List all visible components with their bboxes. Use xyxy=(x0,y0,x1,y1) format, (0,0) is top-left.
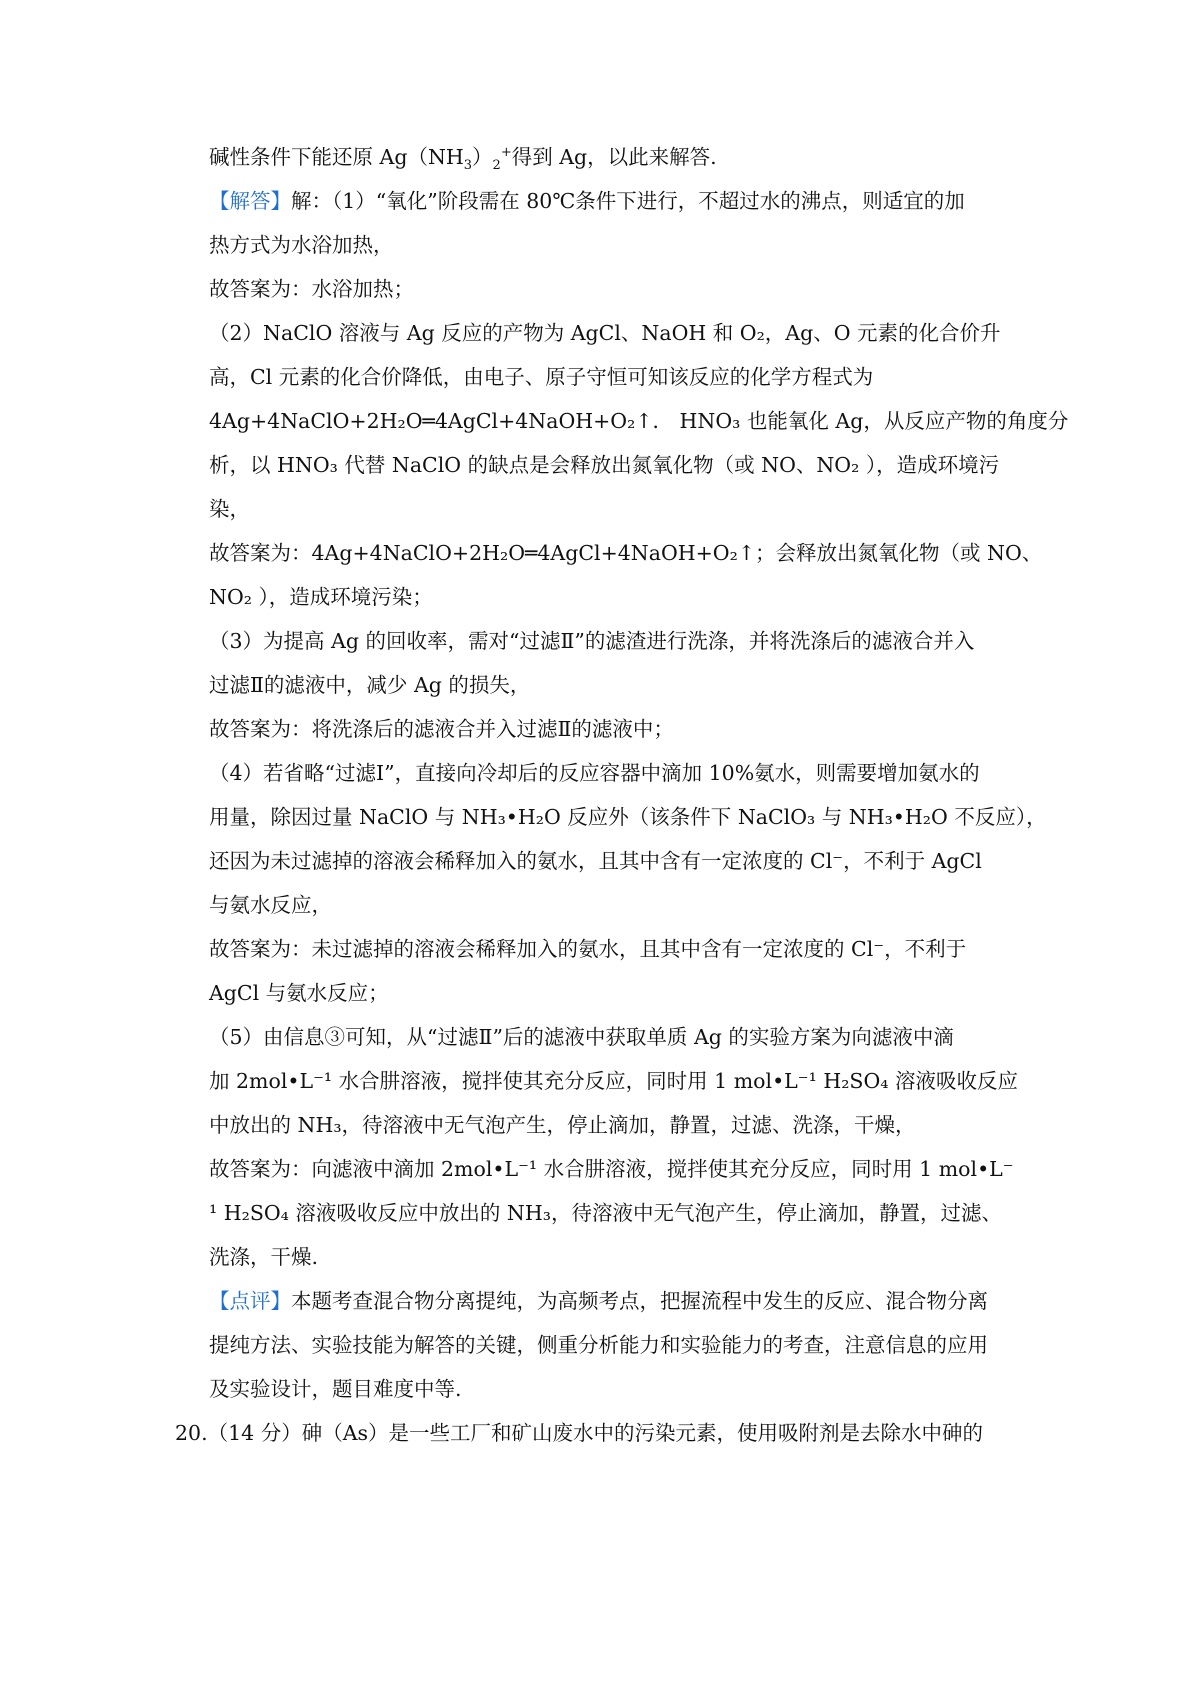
question-text: （14 分）砷（As）是一些工厂和矿山废水中的污染元素，使用吸附剂是去除水中砷的 xyxy=(207,1421,984,1445)
text-line-15: （4）若省略“过滤Ⅰ”，直接向冷却后的反应容器中滴加 10%氨水，则需要增加氨水的 xyxy=(209,761,980,785)
text-line-24: 故答案为：向滤液中滴加 2mol•L⁻¹ 水合肼溶液，搅拌使其充分反应，同时用 1 mol•L⁻ xyxy=(209,1157,1014,1181)
text-line-3: 热方式为水浴加热， xyxy=(209,233,394,257)
text-line-7: 4Ag+4NaClO+2H₂O═4AgCl+4NaOH+O₂↑． HNO₃ 也能氧化 Ag，从反应产物的角度分 xyxy=(209,409,1069,433)
review-tag: 【点评】 xyxy=(209,1289,291,1313)
text-line-26: 洗涤，干燥. xyxy=(209,1245,319,1269)
text-line-4: 故答案为：水浴加热； xyxy=(209,277,414,301)
text-line-20: AgCl 与氨水反应； xyxy=(209,981,389,1005)
text-line-18: 与氨水反应， xyxy=(209,893,332,917)
text-line-25: ¹ H₂SO₄ 溶液吸收反应中放出的 NH₃，待溶液中无气泡产生，停止滴加，静置，过滤、 xyxy=(209,1201,1002,1225)
text-line-9: 染， xyxy=(209,497,250,521)
question-number: 20. xyxy=(175,1421,208,1445)
question-20 xyxy=(175,1419,983,1447)
text-line-5: （2）NaClO 溶液与 Ag 反应的产物为 AgCl、NaOH 和 O₂，Ag、O 元素的化合价升 xyxy=(209,321,1001,345)
text-line-22: 加 2mol•L⁻¹ 水合肼溶液，搅拌使其充分反应，同时用 1 mol•L⁻¹ H₂SO₄ 溶液吸收反应 xyxy=(209,1069,1019,1093)
text-line-6: 高，Cl 元素的化合价降低，由电子、原子守恒可知该反应的化学方程式为 xyxy=(209,365,874,389)
text-line-8: 析，以 HNO₃ 代替 NaClO 的缺点是会释放出氮氧化物（或 NO、NO₂ ），造成环境污 xyxy=(209,453,1000,477)
answer-tag: 【解答】 xyxy=(209,189,291,213)
text-line-21: （5）由信息③可知，从“过滤Ⅱ”后的滤液中获取单质 Ag 的实验方案为向滤液中滴 xyxy=(209,1025,954,1049)
text-line-1: 碱性条件下能还原 $Ag(NH_3)_2^+$得到 Ag，以此来解答. xyxy=(209,145,717,174)
text-line-14: 故答案为：将洗涤后的滤液合并入过滤Ⅱ的滤液中； xyxy=(209,717,674,741)
text-line-27: 【点评】本题考查混合物分离提纯，为高频考点，把握流程中发生的反应、混合物分离 xyxy=(209,1289,988,1313)
text-line-29: 及实验设计，题目难度中等. xyxy=(209,1377,462,1401)
text-line-28: 提纯方法、实验技能为解答的关键，侧重分析能力和实验能力的考查，注意信息的应用 xyxy=(209,1333,988,1357)
text-line-2: 【解答】解：（1）“氧化”阶段需在 80℃条件下进行，不超过水的沸点，则适宜的加 xyxy=(209,189,965,213)
text-line-11: NO₂ ），造成环境污染； xyxy=(209,585,433,609)
text-line-17: 还因为未过滤掉的溶液会稀释加入的氨水，且其中含有一定浓度的 Cl⁻，不利于 AgCl xyxy=(209,849,982,873)
text-line-19: 故答案为：未过滤掉的溶液会稀释加入的氨水，且其中含有一定浓度的 Cl⁻，不利于 xyxy=(209,937,967,961)
text-line-12: （3）为提高 Ag 的回收率，需对“过滤Ⅱ”的滤渣进行洗涤，并将洗涤后的滤液合并入 xyxy=(209,629,975,653)
text-line-13: 过滤Ⅱ的滤液中，减少 Ag 的损失， xyxy=(209,673,531,697)
text-line-16: 用量，除因过量 NaClO 与 NH₃•H₂O 反应外（该条件下 NaClO₃ 与 NH₃•H₂O 不反应）， xyxy=(209,805,1047,829)
text-line-23: 中放出的 NH₃，待溶液中无气泡产生，停止滴加，静置，过滤、洗涤，干燥， xyxy=(209,1113,916,1137)
text-line-10: 故答案为：4Ag+4NaClO+2H₂O═4AgCl+4NaOH+O₂↑；会释放出氮氧化物（或 NO、 xyxy=(209,541,1043,565)
